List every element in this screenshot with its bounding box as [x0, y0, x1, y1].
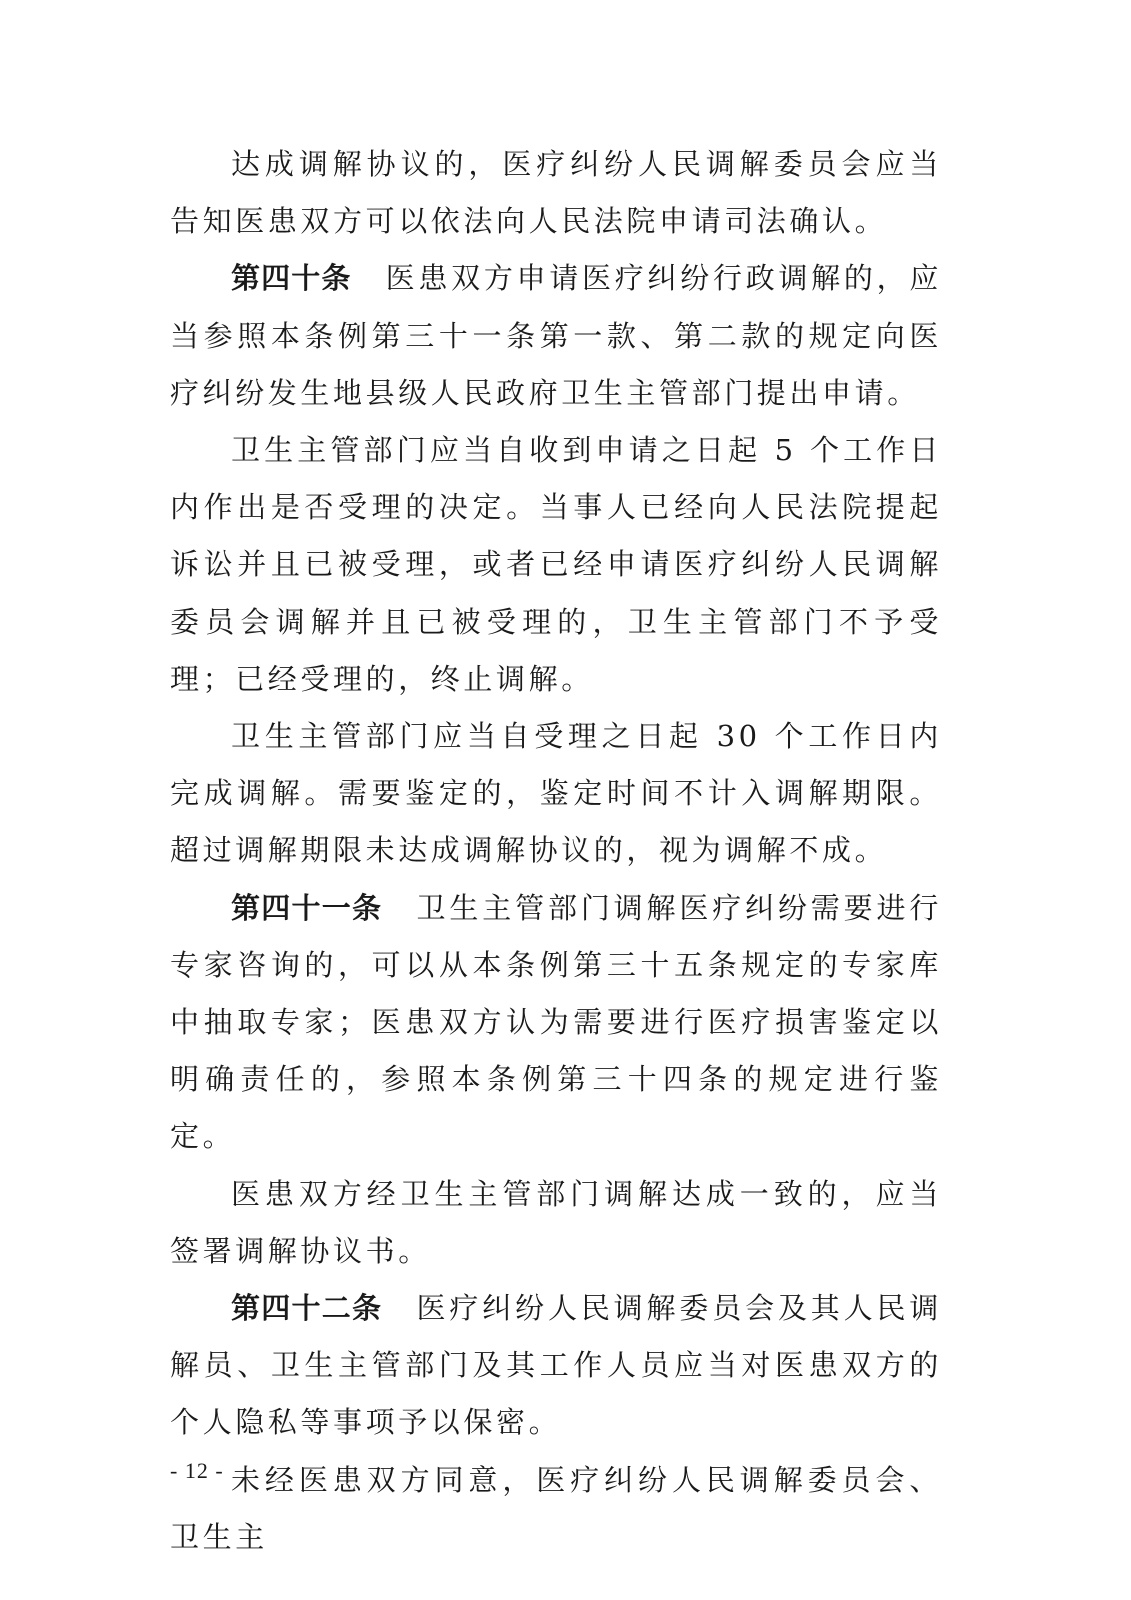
paragraph-text: 卫生主管部门调解医疗纠纷需要进行专家咨询的，可以从本条例第三十五条规定的专家库中抽取专家；医患双方认为需要进行医疗损害鉴定以明确责任的，参照本条例第三十四条的规定进行鉴定。 — [170, 890, 942, 1154]
article-41-paragraph — [170, 880, 942, 1166]
paragraph — [170, 708, 942, 880]
paragraph — [170, 422, 942, 708]
article-42-paragraph — [170, 1280, 942, 1452]
paragraph-text: 达成调解协议的，医疗纠纷人民调解委员会应当告知医患双方可以依法向人民法院申请司法确认。 — [170, 147, 942, 239]
paragraph-text: 医患双方申请医疗纠纷行政调解的，应当参照本条例第三十一条第一款、第二款的规定向医疗纠纷发生地县级人民政府卫生主管部门提出申请。 — [170, 261, 942, 410]
paragraph-text: 医患双方经卫生主管部门调解达成一致的，应当签署调解协议书。 — [170, 1176, 942, 1268]
paragraph — [170, 136, 942, 250]
article-heading: 第四十一条 — [231, 890, 383, 925]
article-40-paragraph — [170, 250, 942, 422]
paragraph — [170, 1166, 942, 1280]
page-number: - 12 - — [170, 1458, 224, 1483]
article-heading: 第四十二条 — [231, 1291, 383, 1326]
document-body — [170, 136, 942, 1566]
paragraph-text: 医疗纠纷人民调解委员会及其人民调解员、卫生主管部门及其工作人员应当对医患双方的个人隐私等事项予以保密。 — [170, 1291, 942, 1440]
paragraph-text: 卫生主管部门应当自受理之日起 30 个工作日内完成调解。需要鉴定的，鉴定时间不计入调解期限。超过调解期限未达成调解协议的，视为调解不成。 — [170, 719, 942, 868]
article-heading: 第四十条 — [231, 261, 352, 296]
paragraph — [170, 1452, 942, 1566]
paragraph-text: 卫生主管部门应当自收到申请之日起 5 个工作日内作出是否受理的决定。当事人已经向人民法院提起诉讼并且已被受理，或者已经申请医疗纠纷人民调解委员会调解并且已被受理的，卫生主管部门不予受理；已经受理的，终止调解。 — [170, 433, 942, 696]
paragraph-text: 未经医患双方同意，医疗纠纷人民调解委员会、卫生主 — [170, 1462, 942, 1554]
